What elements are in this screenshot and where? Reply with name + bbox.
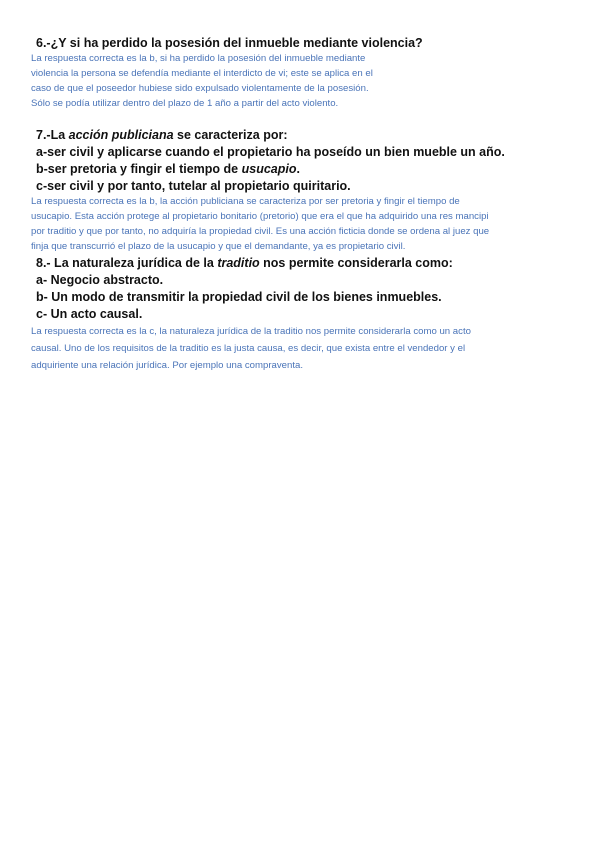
question-7-option-b-prefix: b-ser pretoria y fingir el tiempo de	[36, 162, 242, 176]
question-7-title	[36, 127, 288, 143]
question-8-option-b: b- Un modo de transmitir la propiedad civil de los bienes inmuebles.	[36, 290, 442, 304]
question-6-answer-line-1: La respuesta correcta es la b, si ha perdido la posesión del inmueble mediante	[31, 53, 366, 64]
question-8-title-prefix: 8.- La naturaleza jurídica de la	[36, 256, 218, 270]
question-8-option-a: a- Negocio abstracto.	[36, 273, 164, 287]
question-7-answer-line-1: La respuesta correcta es la b, la acción publiciana se caracteriza por ser pretoria y fingir el tiempo de	[31, 196, 460, 207]
question-8-option-c: c- Un acto causal.	[36, 307, 143, 321]
question-6-answer-line-4: Sólo se podía utilizar dentro del plazo de 1 año a partir del acto violento.	[31, 98, 339, 109]
question-7-title-prefix: 7.-La	[36, 128, 69, 142]
question-8-answer-line-2: causal. Uno de los requisitos de la traditio es la justa causa, es decir, que exista entre el vendedor y el	[31, 343, 466, 354]
question-6-answer-line-3: caso de que el poseedor hubiese sido expulsado violentamente de la posesión.	[31, 83, 369, 94]
question-7-option-b-emphasis: usucapio	[241, 162, 297, 176]
question-8-title	[36, 255, 453, 271]
question-6-answer-line-2: violencia la persona se defendía mediante el interdicto de vi; este se aplica en el	[31, 68, 373, 79]
question-7-answer-line-4: finja que transcurrió el plazo de la usucapio y que el demandante, ya es propietario civil.	[31, 241, 406, 252]
question-8-title-emphasis: traditio	[217, 256, 260, 270]
question-7-title-suffix: se caracteriza por:	[173, 128, 288, 142]
question-7-answer-line-2: usucapio. Esta acción protege al propietario bonitario (pretorio) que era el que ha adquirido una res mancipi	[31, 211, 489, 222]
question-7-option-b	[36, 161, 300, 177]
question-6-title: 6.-¿Y si ha perdido la posesión del inmueble mediante violencia?	[36, 36, 423, 50]
question-7-option-c: c-ser civil y por tanto, tutelar al propietario quiritario.	[36, 179, 351, 193]
question-7-option-a: a-ser civil y aplicarse cuando el propietario ha poseído un bien mueble un año.	[36, 145, 505, 159]
question-8-title-suffix: nos permite considerarla como:	[259, 256, 453, 270]
question-7-answer-line-3: por traditio y que por tanto, no adquiría la propiedad civil. Es una acción ficticia donde se ordena al juez que	[31, 226, 490, 237]
question-7-option-b-suffix: .	[296, 162, 300, 176]
question-8-answer-line-3: adquiriente una relación jurídica. Por ejemplo una compraventa.	[31, 360, 303, 371]
question-8-answer-line-1: La respuesta correcta es la c, la naturaleza jurídica de la traditio nos permite considerarla como un acto	[31, 326, 471, 337]
question-7-title-emphasis: acción publiciana	[68, 128, 174, 142]
